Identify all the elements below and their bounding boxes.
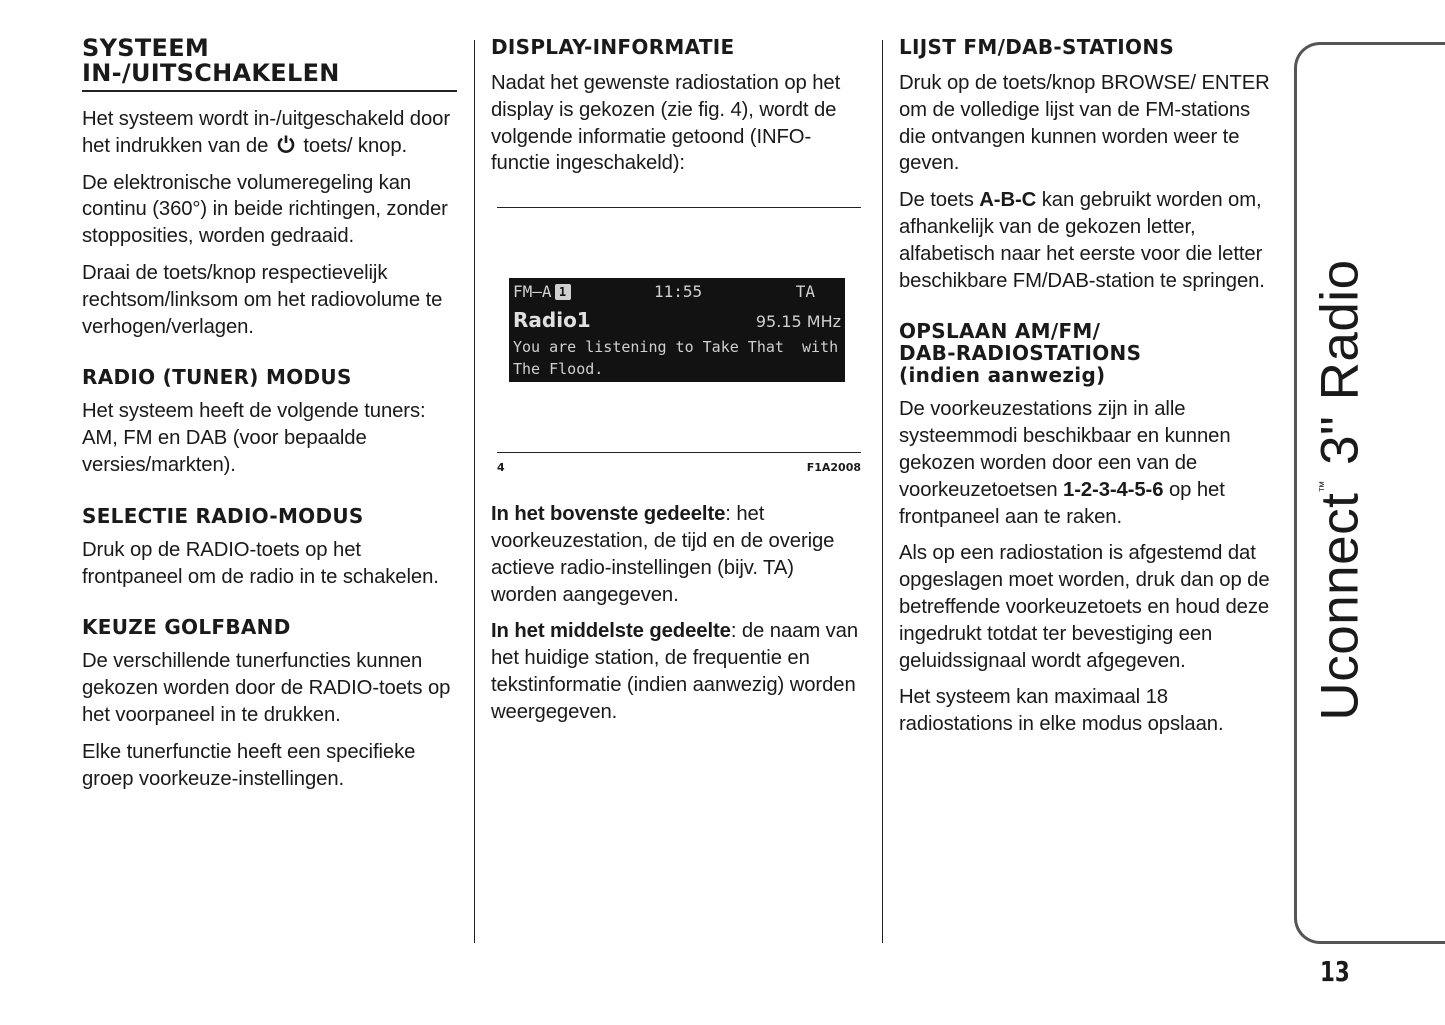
- figure-number: 4: [497, 461, 505, 475]
- heading-display-informatie: DISPLAY-INFORMATIE: [491, 35, 735, 59]
- preset-badge: 1: [555, 284, 571, 300]
- paragraph: Druk op de RADIO-toets op het frontpaneel om de radio in te schakelen.: [82, 538, 439, 588]
- paragraph: Het systeem kan maximaal 18 radiostations in elke modus opslaan.: [899, 686, 1224, 736]
- figure-code: F1A2008: [806, 461, 861, 475]
- paragraph: Elke tunerfunctie heeft een specifieke groep voorkeuze-instellingen.: [82, 740, 416, 790]
- paragraph: De elektronische volumeregeling kan continu (360°) in beide richtingen, zonder stopposities, worden gedraaid.: [82, 171, 448, 248]
- radio-display: [509, 278, 845, 382]
- paragraph: Het systeem heeft de volgende tuners: AM, FM en DAB (voor bepaalde versies/markten).: [82, 400, 426, 476]
- chapter-title: Uconnect™ 3" Radio: [1310, 259, 1370, 721]
- paragraph: De toets A-B-C kan gebruikt worden om, afhankelijk van de gekozen letter, alfabetisch naar het eerste voor die letter beschikbare FM/DAB-station te springen.: [899, 189, 1265, 292]
- title-underline: [82, 90, 457, 92]
- station-name: Radio1: [513, 308, 591, 333]
- column-3: [899, 36, 1277, 748]
- column-divider: [474, 40, 475, 943]
- heading-lijst-fm-dab-stations: LIJST FM/DAB-STATIONS: [899, 35, 1175, 59]
- paragraph: In het bovenste gedeelte: het voorkeuzestation, de tijd en de overige actieve radio-instellingen (bijv. TA) worden aangegeven.: [491, 503, 835, 606]
- paragraph: Draai de toets/knop respectievelijk rechtsom/linksom om het radiovolume te verhogen/verlagen.: [82, 261, 443, 338]
- section-title-systeem: SYSTEEM IN-/UITSCHAKELEN: [82, 34, 340, 87]
- heading-selectie-radio-modus: SELECTIE RADIO-MODUS: [82, 503, 364, 528]
- figure-4: [491, 208, 863, 452]
- paragraph: Nadat het gewenste radiostation op het display is gekozen (zie fig. 4), wordt de volgende informatie getoond (INFO-functie ingeschakeld):: [491, 72, 841, 175]
- column-1: [82, 36, 462, 802]
- paragraph: De verschillende tunerfuncties kunnen gekozen worden door de RADIO-toets op het voorpaneel in te drukken.: [82, 650, 451, 726]
- paragraph: De voorkeuzestations zijn in alle systeemmodi beschikbaar en kunnen gekozen worden door een van de voorkeuzetoetsen 1-2-3-4-5-6 op het frontpaneel aan te raken.: [899, 398, 1231, 528]
- page-number: 13: [1320, 955, 1350, 988]
- radio-text: You are listening to Take That with The Flood.: [513, 338, 839, 379]
- paragraph: Het systeem wordt in-/uitgeschakeld door het indrukken van de toets/ knop.: [82, 108, 450, 157]
- figure-caption: [497, 453, 861, 475]
- column-2: [491, 36, 863, 736]
- paragraph: Druk op de toets/knop BROWSE/ ENTER om de volledige lijst van de FM-stations die ontvangen kunnen worden weer te geven.: [899, 72, 1270, 175]
- power-icon: [276, 134, 296, 154]
- ta-indicator: TA: [795, 282, 815, 302]
- paragraph: In het middelste gedeelte: de naam van het huidige station, de frequentie en tekstinformatie (indien aanwezig) worden weergegeven.: [491, 620, 859, 723]
- clock: 11:55: [654, 282, 703, 302]
- column-divider: [882, 40, 883, 943]
- paragraph: Als op een radiostation is afgestemd dat opgeslagen moet worden, druk dan op de betreffende voorkeuzetoets en houd deze ingedrukt totdat ter bevestiging een geluidssignaal wordt afgegeven.: [899, 542, 1270, 672]
- frequency: 95.15 MHz: [755, 312, 841, 332]
- heading-opslaan-radiostations: OPSLAAN AM/FM/ DAB-RADIOSTATIONS (indien aanwezig): [899, 319, 1142, 388]
- band-label: FM–A: [513, 282, 552, 302]
- heading-keuze-golfband: KEUZE GOLFBAND: [82, 615, 291, 640]
- heading-radio-tuner-modus: RADIO (TUNER) MODUS: [82, 365, 352, 390]
